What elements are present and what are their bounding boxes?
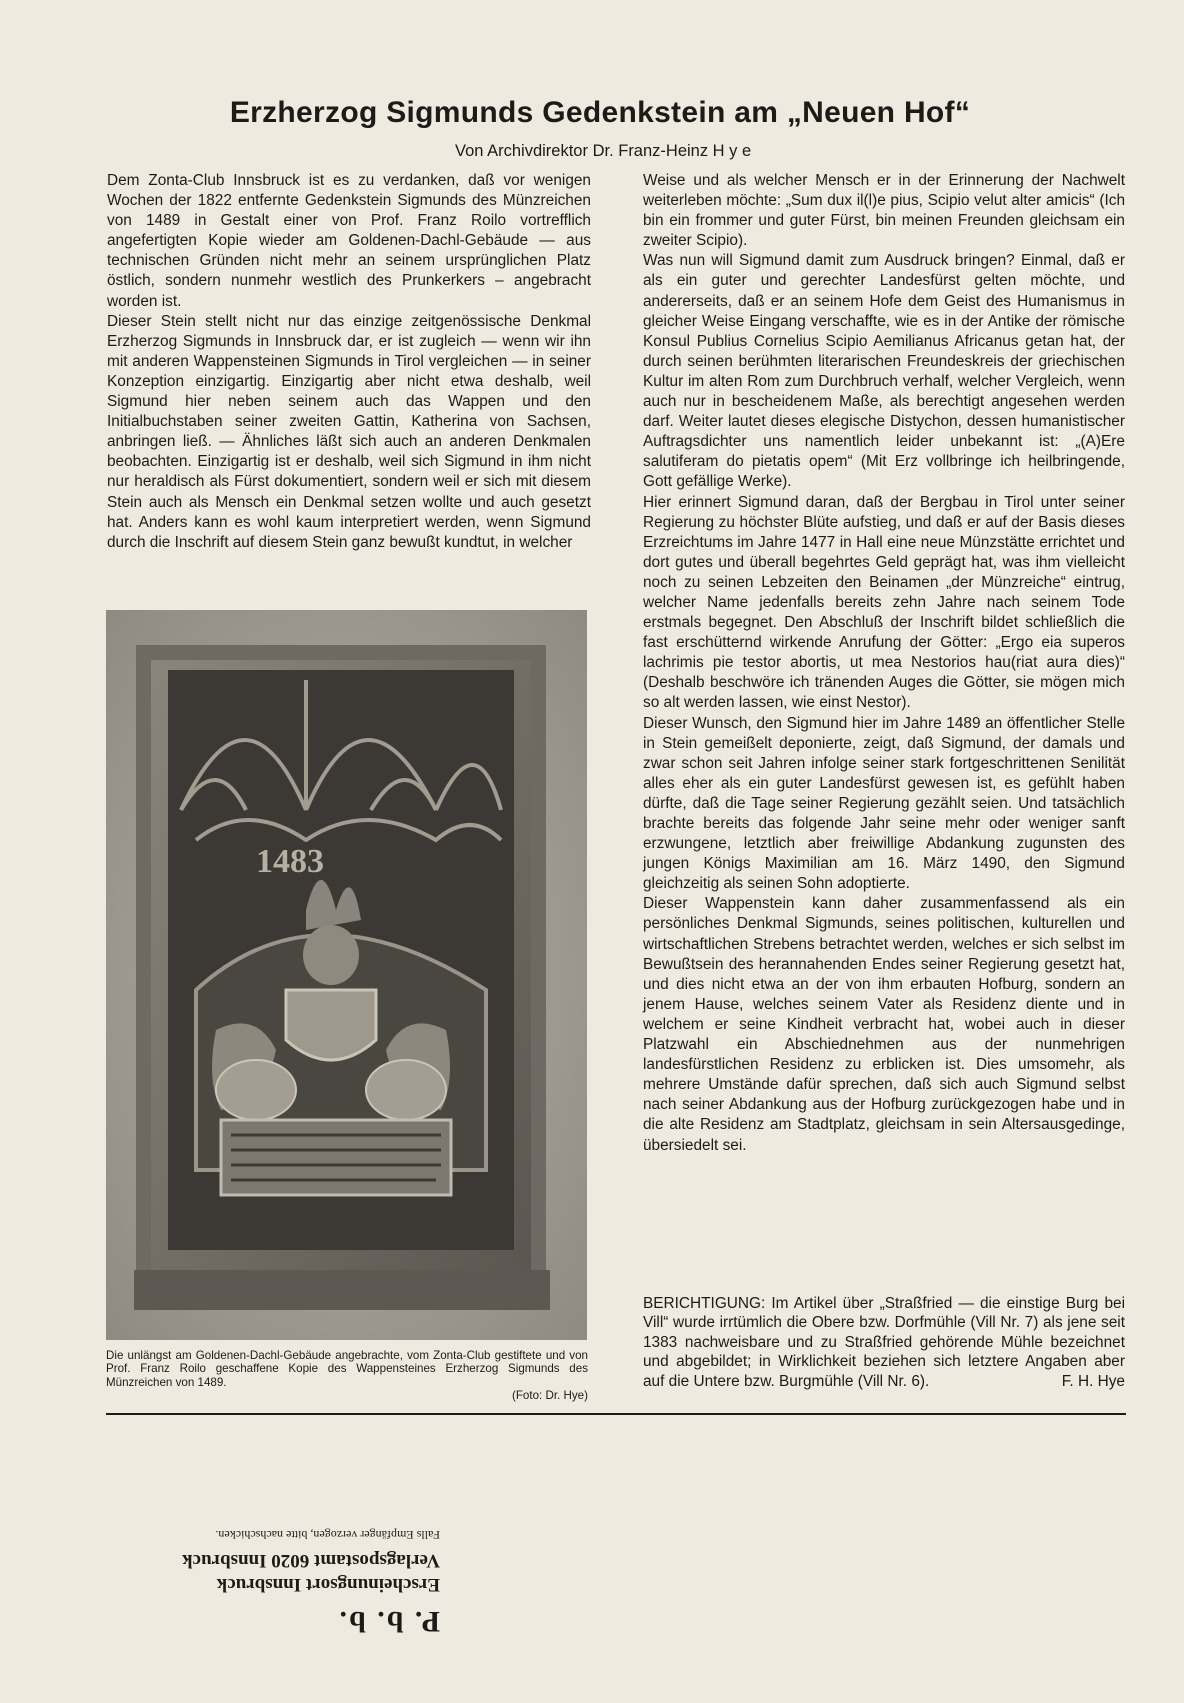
- pbb-mark: P. b. b.: [337, 1605, 440, 1638]
- paragraph: Weise und als welcher Mensch er in der Erinnerung der Nachwelt weiterleben möchte: „Sum dux il(l)e pius, Scipio velut alter amicis“ (Ich bin ein frommer und guter Fürst, bin meinen Freunden gleichsam ein zweiter Scipio).: [643, 172, 1125, 250]
- publication-place: Erscheinungsort Innsbruck: [216, 1574, 440, 1595]
- paragraph: Dieser Wappenstein kann daher zusammenfassend als ein persönliches Denkmal Sigmunds, seines politischen, kulturellen und wirtschaftlichen Strebens betrachtet werden, welches er sich selbst im Bewußtsein des herannahenden Endes seiner Regierung gesetzt hat, und dies nicht etwa an der von ihm erbauten Hofburg, sondern an jenem Hause, welches seinem Vater als Residenz diente und in welchem er seine Kindheit verbracht hat, wobei auch in dieser Platzwahl ein Abschiednehmen aus der nunmehrigen landesfürstlichen Residenz zu erblicken ist. Dies umsomehr, als mehrere Umstände dafür sprechen, daß sich auch Sigmund selbst nach seiner Abdankung aus der Hofburg zurückgezogen habe und in die alte Residenz am Stadtplatz, gleichsam in sein Altersausgedinge, übersiedelt sei.: [643, 895, 1125, 1154]
- paragraph: Dem Zonta-Club Innsbruck ist es zu verdanken, daß vor wenigen Wochen der 1822 entfernte Gedenkstein Sigmunds des Münzreichen von 1489 in Gestalt einer von Prof. Franz Roilo vortrefflich angefertigten Kopie wieder am Goldenen-Dachl-Gebäude — aus technischen Gründen nicht mehr an seinem ursprünglichen Platz östlich, sondern nunmehr westlich des Prunkerkers – angebracht worden ist.: [107, 172, 591, 310]
- correction-text: BERICHTIGUNG: Im Artikel über „Straßfried — die einstige Burg bei Vill“ wurde irrtümlich die Obere bzw. Dorfmühle (Vill Nr. 7) als jene seit 1383 nachweisbare und zu Straßfried gehörende Mühle bezeichnet und abgebildet; in Wirklichkeit beziehen sich letztere Angaben aber auf die Untere bzw. Burgmühle (Vill Nr. 6).: [643, 1295, 1125, 1390]
- stone-ledge: [134, 1270, 550, 1310]
- stone-date: 1483: [256, 843, 324, 880]
- publisher-post-office: Verlagspostamt 6020 Innsbruck: [182, 1550, 440, 1571]
- correction-signature: F. H. Hye: [1052, 1372, 1125, 1391]
- paragraph: Was nun will Sigmund damit zum Ausdruck bringen? Einmal, daß er als ein guter und gerechter Landesfürst gelten möchte, und andererseits, daß er an seinem Hofe dem Geist des Humanismus in gleicher Weise Eingang verschaffte, wie es in der Antike der römische Konsul Publius Cornelius Scipio Aemilianus Africanus getan hat, der durch seinen berühmten literarischen Freundeskreis der griechischen Kultur im alten Rom zum Durchbruch verhalf, welcher Vergleich, wenn auch nur in bescheidenem Maße, als berechtigt angesehen werden darf. Weiter lautet dieses elegische Distychon, dessen humanistischer Auftragsdichter uns namentlich leider unbekannt ist: „(A)Ere salutiferam do pietatis opem“ (Mit Erz vollbringe ich heilbringende, Gott gefällige Werke).: [643, 252, 1125, 491]
- article-title: Erzherzog Sigmunds Gedenkstein am „Neuen Hof“: [229, 96, 971, 129]
- coat-of-arms-stone-photo: [106, 610, 587, 1340]
- paragraph: Hier erinnert Sigmund daran, daß der Bergbau in Tirol unter seiner Regierung zu höchster Blüte aufstieg, und daß er auf der Basis dieses Erzreichtums im Jahre 1477 in Hall eine neue Münzstätte errichtet und dort gutes und überall begehrtes Geld geprägt hat, was ihm vielleicht noch zu seinen Lebzeiten den Beinamen „der Münzreiche“ eintrug, welcher Name jedenfalls bereits zehn Jahre nach seinem Tode erstmals begegnet. Den Abschluß der Inschrift bildet schließlich die fast erschütternd wirkende Anrufung der Götter: „Ergo eia superos lachrimis pie testor abortis, ut mea Nestorios hau(riat aura dies)“ (Deshalb beschwöre ich tränenden Auges die Götter, sie mögen mich so alt werden lassen, wie einst Nestor).: [643, 493, 1125, 712]
- postal-address-block: [100, 1498, 440, 1638]
- photo-caption: Die unlängst am Goldenen-Dachl-Gebäude angebrachte, vom Zonta-Club gestiftete und von Prof. Franz Roilo geschaffene Kopie des Wappensteines Erzherzog Sigmunds des Münzreichen von 1489.: [106, 1349, 588, 1389]
- inscription-plaque: [221, 1120, 451, 1195]
- photo-credit: (Foto: Dr. Hye): [511, 1389, 588, 1402]
- paragraph: Dieser Wunsch, den Sigmund hier im Jahre 1489 an öffentlicher Stelle in Stein gemeißelt deponierte, zeigt, daß Sigmund, der damals und zwar schon seit Jahren infolge seiner stark fortgeschrittenen Senilität alles eher als ein guter Landesfürst gewesen ist, es gefühlt haben dürfte, daß die Tage seiner Regierung gezählt seien. Und tatsächlich brachte bereits das folgende Jahr seine mehr oder weniger sanft erzwungene, letztlich aber freiwillige Abdankung zugunsten des jungen Königs Maximilian am 16. März 1490, den Sigmund gleichzeitig als seinen Sohn adoptierte.: [643, 714, 1125, 893]
- article-byline: Von Archivdirektor Dr. Franz-Heinz H y e: [455, 142, 752, 160]
- article-column-right: [643, 171, 1125, 1156]
- forwarding-note: Falls Empfänger verzogen, bitte nachschicken.: [215, 1528, 440, 1542]
- article-column-left: [107, 171, 591, 553]
- correction-notice: [643, 1294, 1125, 1391]
- footer-divider: [106, 1413, 1126, 1415]
- paragraph: Dieser Stein stellt nicht nur das einzige zeitgenössische Denkmal Erzherzog Sigmunds in Innsbruck dar, er ist zugleich — wenn wir ihn mit anderen Wappensteinen Sigmunds in Tirol vergleichen — in seiner Konzeption einzigartig. Einzigartig aber nicht etwa deshalb, weil Sigmund hier neben seinem auch das Wappen und den Initialbuchstaben seiner zweiten Gattin, Katherina von Sachsen, anbringen ließ. — Ähnliches läßt sich auch an anderen Denkmalen beobachten. Einzigartig ist er deshalb, weil sich Sigmund in ihm nicht nur heraldisch als Fürst dokumentiert, sondern weil er sich mit diesem Stein auch als Mensch ein Denkmal setzen wollte und auch gesetzt hat. Anders kann es wohl kaum interpretiert werden, wenn Sigmund durch die Inschrift auf diesem Stein ganz bewußt kundtut, in welcher: [107, 312, 591, 551]
